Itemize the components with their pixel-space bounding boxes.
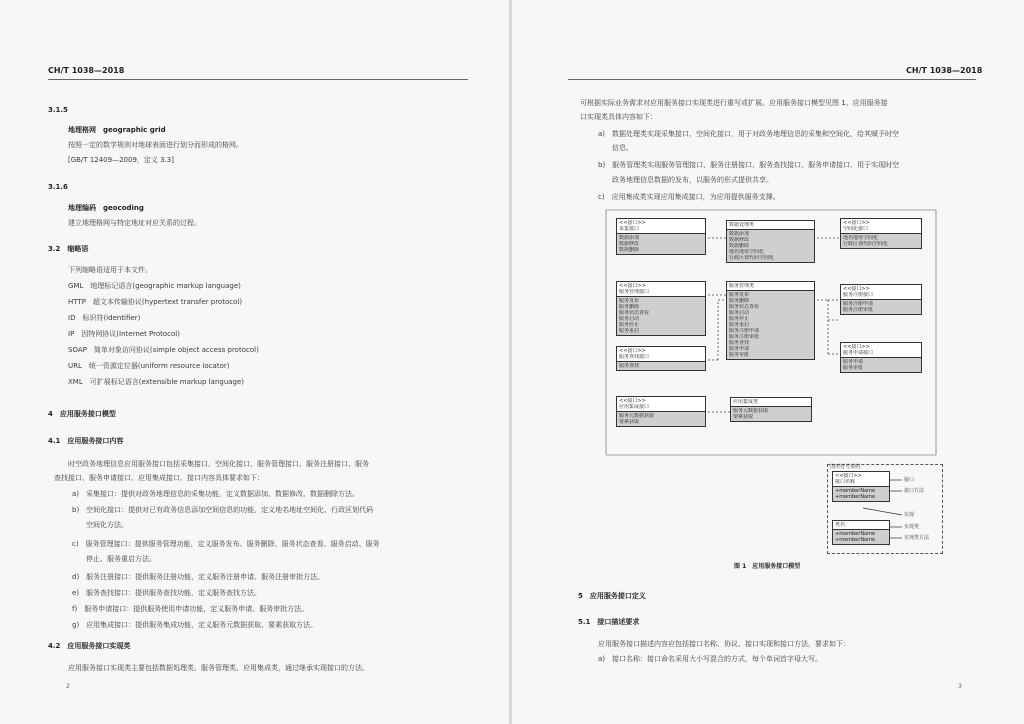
paragraph-line: 应用服务接口描述内容应包括接口名称、协议、接口实现和接口方法，要求如下： [598,640,850,648]
uml-service-management-class: 服务管理类 服务发布 服务删除 服务状态查看 服务启动 服务停止 服务重启 服务注册申请 服务注册审批 服务查找 服务申请 服务审批 [726,281,815,360]
term-geocoding: 地理编码 geocoding [68,204,144,212]
def-geocoding: 建立地理格网与特定地址对应关系的过程。 [68,219,201,227]
list-item: 停止、服务重启方法。 [72,555,156,563]
section-4-1-title: 4.1 应用服务接口内容 [48,437,124,445]
figure-caption: 图 1 应用服务接口模型 [734,563,801,570]
list-item: 政务地理信息数据的发布，以服务的形式提供共享。 [598,176,773,184]
left-page-number: 2 [66,683,70,690]
legend-label: 接口 [904,477,915,483]
abbrev-item: HTTP 超文本传输协议(hypertext transfer protocol) [68,298,243,306]
abbrev-item: ID 标识符(identifier) [68,314,141,322]
diagram-connectors [512,0,1024,724]
abbrev-item: SOAP 简单对象访问协议(simple object access protocol) [68,346,259,354]
abbrev-item: IP 因特网协议(Internet Protocol) [68,330,180,338]
legend-label: 实现类方法 [904,535,930,541]
uml-service-registration-interface: <<接口>> 服务注册接口 服务注册申请 服务注册审批 [840,284,922,315]
uml-app-integration-class: 应用集成类 服务元数据获取 要素获取 [730,397,812,422]
list-item: d) 服务注册接口：提供服务注册功能，定义服务注册申请、服务注册审批方法。 [72,573,325,581]
section-3-1-5-number: 3.1.5 [48,106,68,114]
list-item: 信息。 [598,144,633,152]
left-header: CH/T 1038—2018 [48,66,125,75]
abbrev-item: URL 统一资源定位器(uniform resource locator) [68,362,230,370]
paragraph-line: 时空政务地理信息应用服务接口包括采集接口、空间化接口、服务管理接口、服务注册接口、服务 [68,460,369,468]
list-item: b) 空间化接口：提供对已有政务信息添加空间信息的功能，定义地名地址空间化、行政区划代码 [72,506,374,514]
legend-label: 实现类 [904,524,920,530]
uml-collect-interface: <<接口>> 采集接口 数据添加 数据修改 数据删除 [616,218,706,255]
term-geographic-grid: 地理格网 geographic grid [68,126,166,134]
left-page [0,0,510,724]
section-5-1-title: 5.1 接口描述要求 [578,618,640,626]
legend-label: 实现 [904,512,915,518]
list-item: g) 应用集成接口：提供服务集成功能，定义服务元数据获取、要素获取方法。 [72,621,318,629]
paragraph-line: 应用服务接口实现类主要包括数据処理类、服务管理类、应用集成类，通过继承实现接口的方法。 [68,664,369,672]
def-geographic-grid: 按照一定的数学规则对地球表面进行划分而形成的格网。 [68,141,243,149]
paragraph-line: 查找接口、服务申请接口、应用集成接口。接口内容具体要求如下： [54,474,264,482]
legend-interface-symbol: <<接口>> 接口名称 +memberName +memberName [832,471,890,502]
section-4-title: 4 应用服务接口模型 [48,410,116,418]
left-header-rule [48,79,468,80]
ref-geographic-grid: [GB/T 12409—2009，定义 3.3] [68,156,174,164]
section-3-2-title: 3.2 缩略语 [48,245,89,253]
right-page-number: 3 [958,683,962,690]
legend-class-symbol: 类名 +memberName +memberName [832,520,890,545]
uml-spatialization-interface: <<接口>> 空间化接口 地名地址空间化 行政区划代码空间化 [840,218,922,249]
paragraph-line: 可根据实际业务需求对应用服务接口实现类进行重写或扩展。应用服务接口模型见图 1。应用服务接 [580,99,888,107]
paragraph-line: 口实现类具体内容如下： [580,113,657,121]
uml-service-find-interface: <<接口>> 服务查找接口 服务查找 [616,346,706,371]
abbrev-intro: 下列缩略语适用于本文件。 [68,266,152,274]
legend-label: 接口方法 [904,488,925,494]
section-3-1-6-number: 3.1.6 [48,183,68,191]
uml-service-apply-interface: <<接口>> 服务申请接口 服务申请 服务审批 [840,342,922,373]
right-header: CH/T 1038—2018 [906,66,983,75]
list-item: a) 接口名称：接口命名采用大小写混合的方式，每个单词首字母大写。 [598,655,823,663]
list-item: b) 服务管理类实现服务管理接口、服务注册接口、服务查找接口、服务申请接口，用于实现时空 [598,161,900,169]
list-item: f) 服务申请接口：提供服务使用申请功能，定义服务申请、服务审批方法。 [72,605,309,613]
list-item: e) 服务查找接口：提供服务查找功能，定义服务查找方法。 [72,589,262,597]
list-item: c) 应用集成类实现应用集成接口，为应用提供服务支撑。 [598,193,780,201]
abbrev-item: XML 可扩展标记语言(extensible markup language) [68,378,245,386]
list-item: 空间化方法。 [72,521,128,529]
section-5-title: 5 应用服务接口定义 [578,592,646,600]
list-item: c) 服务管理接口：提供服务管理功能，定义服务发布、服务删除、服务状态查看、服务启动、服务 [72,540,380,548]
uml-app-integration-interface: <<接口>> 应用集成接口 服务元数据获取 要素获取 [616,396,706,427]
right-page [512,0,1024,724]
section-4-2-title: 4.2 应用服务接口实现类 [48,642,131,650]
uml-data-processing-class: 数据处理类 数据添加 数据修改 数据删除 地名地址空间化 行政区划代码空间化 [726,220,815,263]
list-item: a) 采集接口：提供对政务地理信息的采集功能，定义数据添加、数据修改、数据删除方法。 [72,490,360,498]
uml-service-management-interface: <<接口>> 服务管理接口 服务发布 服务删除 服务状态查看 服务启动 服务停止 服务重启 [616,281,706,336]
abbrev-item: GML 地理标记语言(geographic markup language) [68,282,241,290]
list-item: a) 数据处理类实现采集接口、空间化接口，用于对政务地理信息的采集和空间化，给其赋予时空 [598,130,900,138]
legend-title: 图形符号说明 [830,464,861,470]
